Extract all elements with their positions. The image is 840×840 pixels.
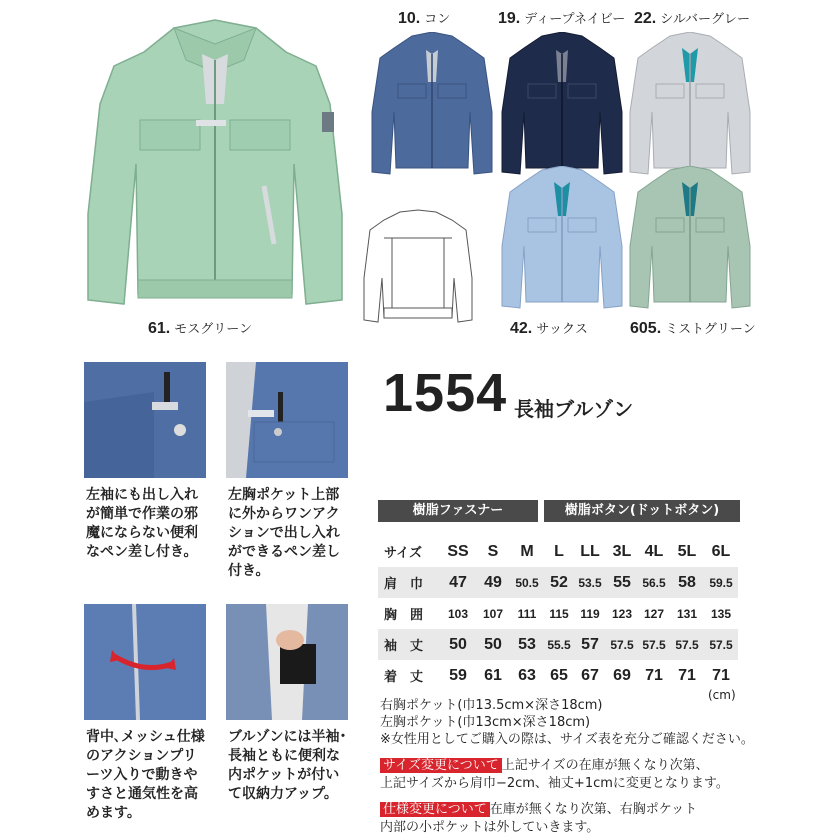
table-cell: 65: [550, 666, 568, 684]
variant-jacket-image-19: [500, 32, 624, 180]
table-cell: 127: [643, 606, 665, 621]
table-cell: 71: [712, 666, 730, 684]
fastener-bar: 樹脂ファスナー: [378, 500, 538, 522]
note-spec-change-2: 内部の小ポケットは外していきます。: [380, 820, 600, 835]
size-col: 3L: [612, 542, 632, 560]
size-col: L: [554, 542, 564, 560]
table-cell: 111: [517, 606, 537, 621]
table-cell: 50: [440, 629, 476, 660]
note-size-change-1: サイズ変更について 上記サイズの在庫が無くなり次第、: [380, 754, 709, 773]
size-col: M: [520, 542, 534, 560]
detail-photo-inner-pocket: [226, 604, 348, 720]
table-cell: 71: [678, 666, 696, 684]
size-header-label: サイズ: [384, 546, 422, 561]
size-col: 5L: [677, 542, 697, 560]
button-bar: 樹脂ボタン(ドットボタン): [544, 500, 740, 522]
detail-photo-chest-pen: [226, 362, 348, 478]
variant-jacket-image-42: [500, 166, 624, 314]
size-header-row: [378, 536, 738, 567]
table-row: [378, 567, 738, 598]
feature-text-back-pleat: 背中､メッシュ仕様のアクションプリーツ入りで動きやすさと通気性を高めます。: [86, 729, 205, 821]
size-col: SS: [447, 542, 469, 560]
size-col: S: [487, 542, 499, 560]
table-cell: 56.5: [638, 567, 670, 598]
table-cell: 52: [544, 567, 574, 598]
table-cell: 71: [645, 666, 663, 684]
table-cell: 58: [670, 567, 704, 598]
table-cell: 57.5: [638, 629, 670, 660]
table-cell: 67: [581, 666, 599, 684]
table-cell: 47: [440, 567, 476, 598]
table-row: [378, 598, 738, 629]
size-unit: (cm): [708, 688, 736, 702]
table-cell: 50.5: [510, 567, 544, 598]
main-color-label: 61. モスグリーン: [148, 320, 252, 337]
variant-label-42: 42. サックス: [510, 320, 588, 337]
main-jacket-image: [84, 14, 346, 314]
variant-label-19: 19. ディープネイビー: [498, 10, 626, 27]
row-label: 肩 巾: [378, 567, 440, 598]
table-cell: 123: [611, 606, 633, 621]
spec-change-tag: 仕様変更について: [380, 802, 490, 817]
table-cell: 61: [484, 666, 502, 684]
table-row: [378, 629, 738, 660]
table-cell: 135: [710, 606, 732, 621]
size-table: [378, 536, 738, 691]
table-cell: 53.5: [574, 567, 606, 598]
table-cell: 57.5: [606, 629, 638, 660]
detail-photo-left-sleeve-pen: [84, 362, 206, 478]
product-name: 長袖ブルゾン: [514, 397, 634, 421]
variant-label-22: 22. シルバーグレー: [634, 10, 751, 27]
table-cell: 55.5: [544, 629, 574, 660]
table-cell: 131: [676, 606, 698, 621]
note-pocket-right: 右胸ポケット(巾13.5cm×深さ18cm): [380, 698, 603, 713]
table-cell: 115: [549, 606, 569, 621]
table-cell: 57: [574, 629, 606, 660]
variant-jacket-image-10: [370, 32, 494, 180]
feature-text-sleeve-pen: 左袖にも出し入れが簡単で作業の邪魔にならない便利なペン差し付き。: [86, 487, 198, 560]
table-cell: 50: [476, 629, 510, 660]
variant-label-605: 605. ミストグリーン: [630, 320, 756, 337]
size-col: 6L: [711, 542, 731, 560]
note-female: ※女性用としてご購入の際は、サイズ表を充分ご確認ください。: [380, 732, 754, 747]
size-change-tag: サイズ変更について: [380, 758, 502, 773]
variant-jacket-image-605: [628, 166, 752, 314]
size-col: 4L: [644, 542, 664, 560]
note-spec-change-1: 仕様変更について 在庫が無くなり次第、右胸ポケット: [380, 798, 697, 817]
row-label: 着 丈: [384, 670, 424, 685]
product-number: 1554: [383, 363, 508, 423]
table-cell: 49: [476, 567, 510, 598]
table-cell: 53: [510, 629, 544, 660]
table-cell: 59.5: [704, 567, 738, 598]
table-cell: 55: [606, 567, 638, 598]
feature-text-inner-pocket: ブルゾンには半袖･長袖ともに便利な内ポケットが付いて収納力アップ。: [228, 729, 347, 802]
table-cell: 103: [447, 606, 469, 621]
table-row: [378, 660, 738, 691]
note-size-change-2: 上記サイズから肩巾−2cm、袖丈+1cmに変更となります。: [380, 776, 729, 791]
jacket-back-drawing: [362, 208, 474, 332]
table-cell: 57.5: [704, 629, 738, 660]
row-label: 胸 囲: [384, 608, 424, 623]
table-cell: 107: [482, 606, 504, 621]
table-cell: 119: [580, 606, 600, 621]
table-cell: 69: [613, 666, 631, 684]
detail-photo-back-pleat: [84, 604, 206, 720]
note-pocket-left: 左胸ポケット(巾13cm×深さ18cm): [380, 715, 591, 730]
row-label: 袖 丈: [378, 629, 440, 660]
table-cell: 57.5: [670, 629, 704, 660]
table-cell: 59: [449, 666, 467, 684]
variant-jacket-image-22: [628, 32, 752, 180]
feature-text-chest-pen: 左胸ポケット上部に外からワンアクションで出し入れができるペン差し付き。: [228, 487, 340, 579]
table-cell: 63: [518, 666, 536, 684]
variant-label-10: 10. コン: [398, 10, 451, 27]
size-col: LL: [580, 542, 600, 560]
